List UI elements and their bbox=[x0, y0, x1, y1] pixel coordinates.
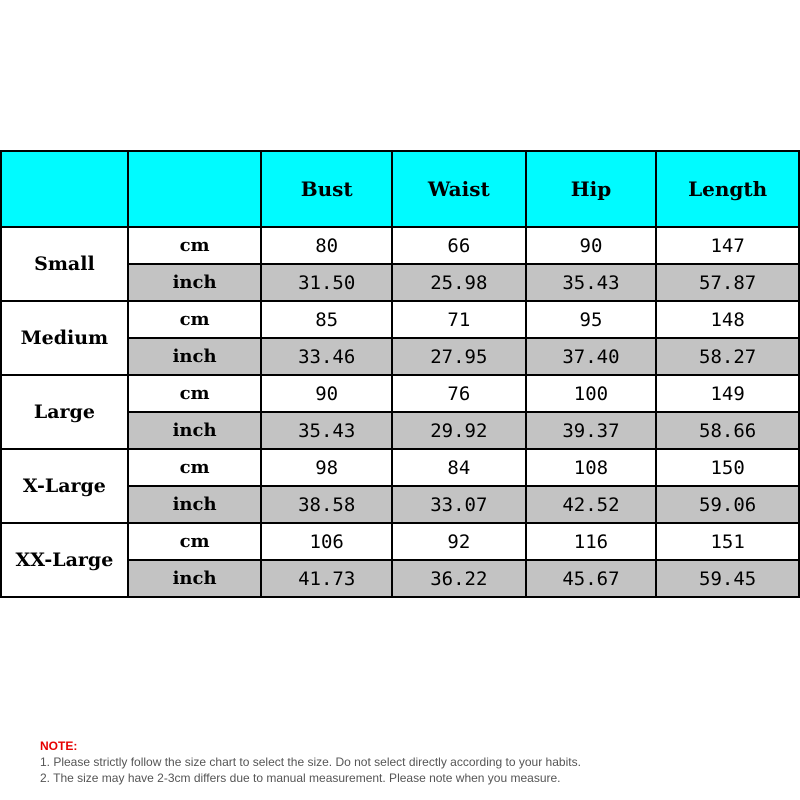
value-cell: 147 bbox=[656, 227, 799, 264]
value-cell: 150 bbox=[656, 449, 799, 486]
value-cell: 149 bbox=[656, 375, 799, 412]
value-cell: 90 bbox=[261, 375, 392, 412]
unit-cell: inch bbox=[128, 338, 262, 375]
size-label-cell: X-Large bbox=[1, 449, 128, 523]
value-cell: 100 bbox=[526, 375, 657, 412]
value-cell: 116 bbox=[526, 523, 657, 560]
unit-cell: inch bbox=[128, 486, 262, 523]
value-cell: 148 bbox=[656, 301, 799, 338]
table-row bbox=[1, 449, 799, 486]
table-row bbox=[1, 375, 799, 412]
note-title: NOTE: bbox=[40, 739, 78, 753]
value-cell: 25.98 bbox=[392, 264, 526, 301]
value-cell: 80 bbox=[261, 227, 392, 264]
unit-cell: inch bbox=[128, 412, 262, 449]
value-cell: 41.73 bbox=[261, 560, 392, 597]
value-cell: 108 bbox=[526, 449, 657, 486]
value-cell: 66 bbox=[392, 227, 526, 264]
value-cell: 84 bbox=[392, 449, 526, 486]
value-cell: 58.66 bbox=[656, 412, 799, 449]
size-label-cell: Medium bbox=[1, 301, 128, 375]
note-line: 1. Please strictly follow the size chart to select the size. Do not select directly according to your habits. bbox=[40, 755, 581, 769]
value-cell: 58.27 bbox=[656, 338, 799, 375]
header-cell-length: Length bbox=[656, 151, 799, 227]
value-cell: 106 bbox=[261, 523, 392, 560]
unit-cell: inch bbox=[128, 560, 262, 597]
unit-cell: cm bbox=[128, 227, 262, 264]
value-cell: 85 bbox=[261, 301, 392, 338]
table-body bbox=[1, 227, 799, 597]
size-label-cell: Small bbox=[1, 227, 128, 301]
unit-cell: inch bbox=[128, 264, 262, 301]
value-cell: 57.87 bbox=[656, 264, 799, 301]
value-cell: 33.07 bbox=[392, 486, 526, 523]
value-cell: 31.50 bbox=[261, 264, 392, 301]
unit-cell: cm bbox=[128, 301, 262, 338]
value-cell: 90 bbox=[526, 227, 657, 264]
value-cell: 95 bbox=[526, 301, 657, 338]
size-label-cell: Large bbox=[1, 375, 128, 449]
value-cell: 42.52 bbox=[526, 486, 657, 523]
value-cell: 27.95 bbox=[392, 338, 526, 375]
value-cell: 45.67 bbox=[526, 560, 657, 597]
value-cell: 151 bbox=[656, 523, 799, 560]
note-line: 2. The size may have 2-3cm differs due to manual measurement. Please note when you measure. bbox=[40, 771, 561, 785]
header-cell-blank bbox=[1, 151, 128, 227]
size-label-cell: XX-Large bbox=[1, 523, 128, 597]
value-cell: 29.92 bbox=[392, 412, 526, 449]
unit-cell: cm bbox=[128, 449, 262, 486]
value-cell: 38.58 bbox=[261, 486, 392, 523]
value-cell: 36.22 bbox=[392, 560, 526, 597]
unit-cell: cm bbox=[128, 523, 262, 560]
value-cell: 76 bbox=[392, 375, 526, 412]
value-cell: 71 bbox=[392, 301, 526, 338]
value-cell: 98 bbox=[261, 449, 392, 486]
value-cell: 35.43 bbox=[261, 412, 392, 449]
value-cell: 35.43 bbox=[526, 264, 657, 301]
header-row bbox=[1, 151, 799, 227]
table-row bbox=[1, 523, 799, 560]
value-cell: 39.37 bbox=[526, 412, 657, 449]
value-cell: 33.46 bbox=[261, 338, 392, 375]
table-row bbox=[1, 227, 799, 264]
unit-cell: cm bbox=[128, 375, 262, 412]
header-cell-waist: Waist bbox=[392, 151, 526, 227]
header-cell-hip: Hip bbox=[526, 151, 657, 227]
header-cell-blank bbox=[128, 151, 262, 227]
value-cell: 37.40 bbox=[526, 338, 657, 375]
value-cell: 92 bbox=[392, 523, 526, 560]
header-cell-bust: Bust bbox=[261, 151, 392, 227]
value-cell: 59.06 bbox=[656, 486, 799, 523]
note-section bbox=[40, 738, 581, 786]
table-row bbox=[1, 301, 799, 338]
value-cell: 59.45 bbox=[656, 560, 799, 597]
size-chart-table bbox=[0, 150, 800, 598]
